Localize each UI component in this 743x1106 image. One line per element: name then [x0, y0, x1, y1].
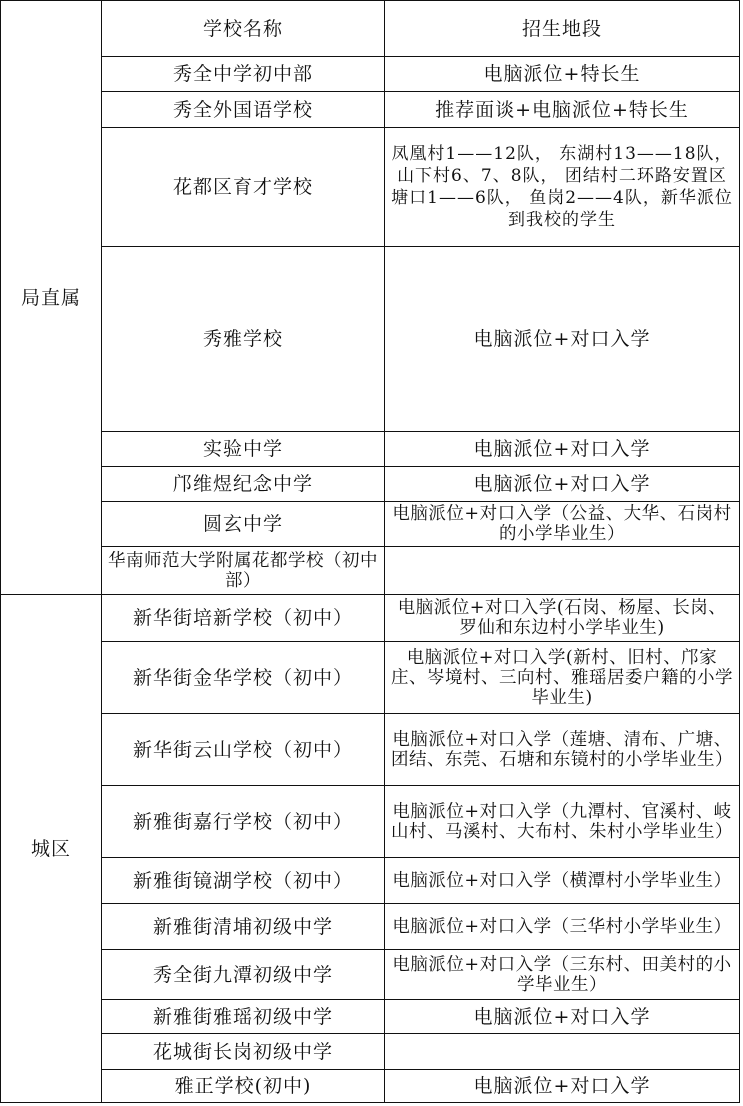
table-row [1, 1034, 740, 1070]
table-row [1, 1070, 740, 1103]
school-name-cell: 华南师范大学附属花都学校（初中部） [102, 547, 385, 595]
enroll-area-cell: 电脑派位+对口入学 [385, 1070, 740, 1103]
school-name-cell: 新雅街清埔初级中学 [102, 904, 385, 950]
header-school-name: 学校名称 [102, 1, 385, 57]
enroll-area-cell: 推荐面谈+电脑派位+特长生 [385, 92, 740, 128]
school-name-cell: 邝维煜纪念中学 [102, 467, 385, 502]
school-name-cell: 新华街云山学校（初中） [102, 714, 385, 786]
table-row [1, 547, 740, 595]
group-cell-direct: 局直属 [1, 1, 102, 595]
table-row [1, 714, 740, 786]
table-row [1, 950, 740, 1000]
enroll-area-cell: 电脑派位+对口入学(新村、旧村、邝家庄、岑境村、三向村、雅瑶居委户籍的小学毕业生) [385, 642, 740, 714]
enroll-area-cell: 电脑派位+对口入学 [385, 247, 740, 432]
school-name-cell: 秀全外国语学校 [102, 92, 385, 128]
enroll-area-cell: 电脑派位+对口入学（横潭村小学毕业生） [385, 858, 740, 904]
school-name-cell: 雅正学校(初中) [102, 1070, 385, 1103]
table-row [1, 432, 740, 467]
enroll-area-cell: 电脑派位+对口入学（三东村、田美村的小学毕业生） [385, 950, 740, 1000]
table-row [1, 502, 740, 547]
enroll-area-cell [385, 547, 740, 595]
table-row [1, 786, 740, 858]
school-name-cell: 新雅街雅瑶初级中学 [102, 1000, 385, 1034]
table-row [1, 595, 740, 642]
table-row [1, 642, 740, 714]
enroll-area-cell: 电脑派位+对口入学(石岗、杨屋、长岗、罗仙和东边村小学毕业生) [385, 595, 740, 642]
table-row [1, 247, 740, 432]
school-name-cell: 花城街长岗初级中学 [102, 1034, 385, 1070]
school-name-cell: 实验中学 [102, 432, 385, 467]
table-row [1, 904, 740, 950]
enroll-area-cell: 电脑派位+对口入学 [385, 432, 740, 467]
table-row [1, 128, 740, 247]
school-name-cell: 新华街金华学校（初中） [102, 642, 385, 714]
school-name-cell: 新华街培新学校（初中） [102, 595, 385, 642]
enroll-area-cell: 电脑派位+对口入学 [385, 1000, 740, 1034]
group-cell-city: 城区 [1, 595, 102, 1103]
enroll-area-cell: 电脑派位+对口入学（莲塘、清布、广塘、团结、东莞、石塘和东镜村的小学毕业生） [385, 714, 740, 786]
enroll-area-cell [385, 1034, 740, 1070]
enroll-area-cell: 凤凰村1——12队， 东湖村13——18队， 山下村6、7、8队， 团结村二环路安置区塘口1——6队， 鱼岗2——4队，新华派位到我校的学生 [385, 128, 740, 247]
enroll-area-cell: 电脑派位+特长生 [385, 57, 740, 92]
school-name-cell: 秀雅学校 [102, 247, 385, 432]
enroll-area-cell: 电脑派位+对口入学（公益、大华、石岗村的小学毕业生） [385, 502, 740, 547]
school-name-cell: 新雅街嘉行学校（初中） [102, 786, 385, 858]
table-row [1, 57, 740, 92]
school-name-cell: 秀全街九潭初级中学 [102, 950, 385, 1000]
table-row [1, 467, 740, 502]
table-header-row [1, 1, 740, 57]
header-enroll-area: 招生地段 [385, 1, 740, 57]
school-name-cell: 秀全中学初中部 [102, 57, 385, 92]
enroll-area-cell: 电脑派位+对口入学 [385, 467, 740, 502]
school-name-cell: 圆玄中学 [102, 502, 385, 547]
school-name-cell: 花都区育才学校 [102, 128, 385, 247]
table-row [1, 92, 740, 128]
school-name-cell: 新雅街镜湖学校（初中） [102, 858, 385, 904]
enroll-area-cell: 电脑派位+对口入学（三华村小学毕业生） [385, 904, 740, 950]
table-row [1, 858, 740, 904]
enroll-area-cell: 电脑派位+对口入学（九潭村、官溪村、岐山村、马溪村、大布村、朱村小学毕业生） [385, 786, 740, 858]
table-row [1, 1000, 740, 1034]
